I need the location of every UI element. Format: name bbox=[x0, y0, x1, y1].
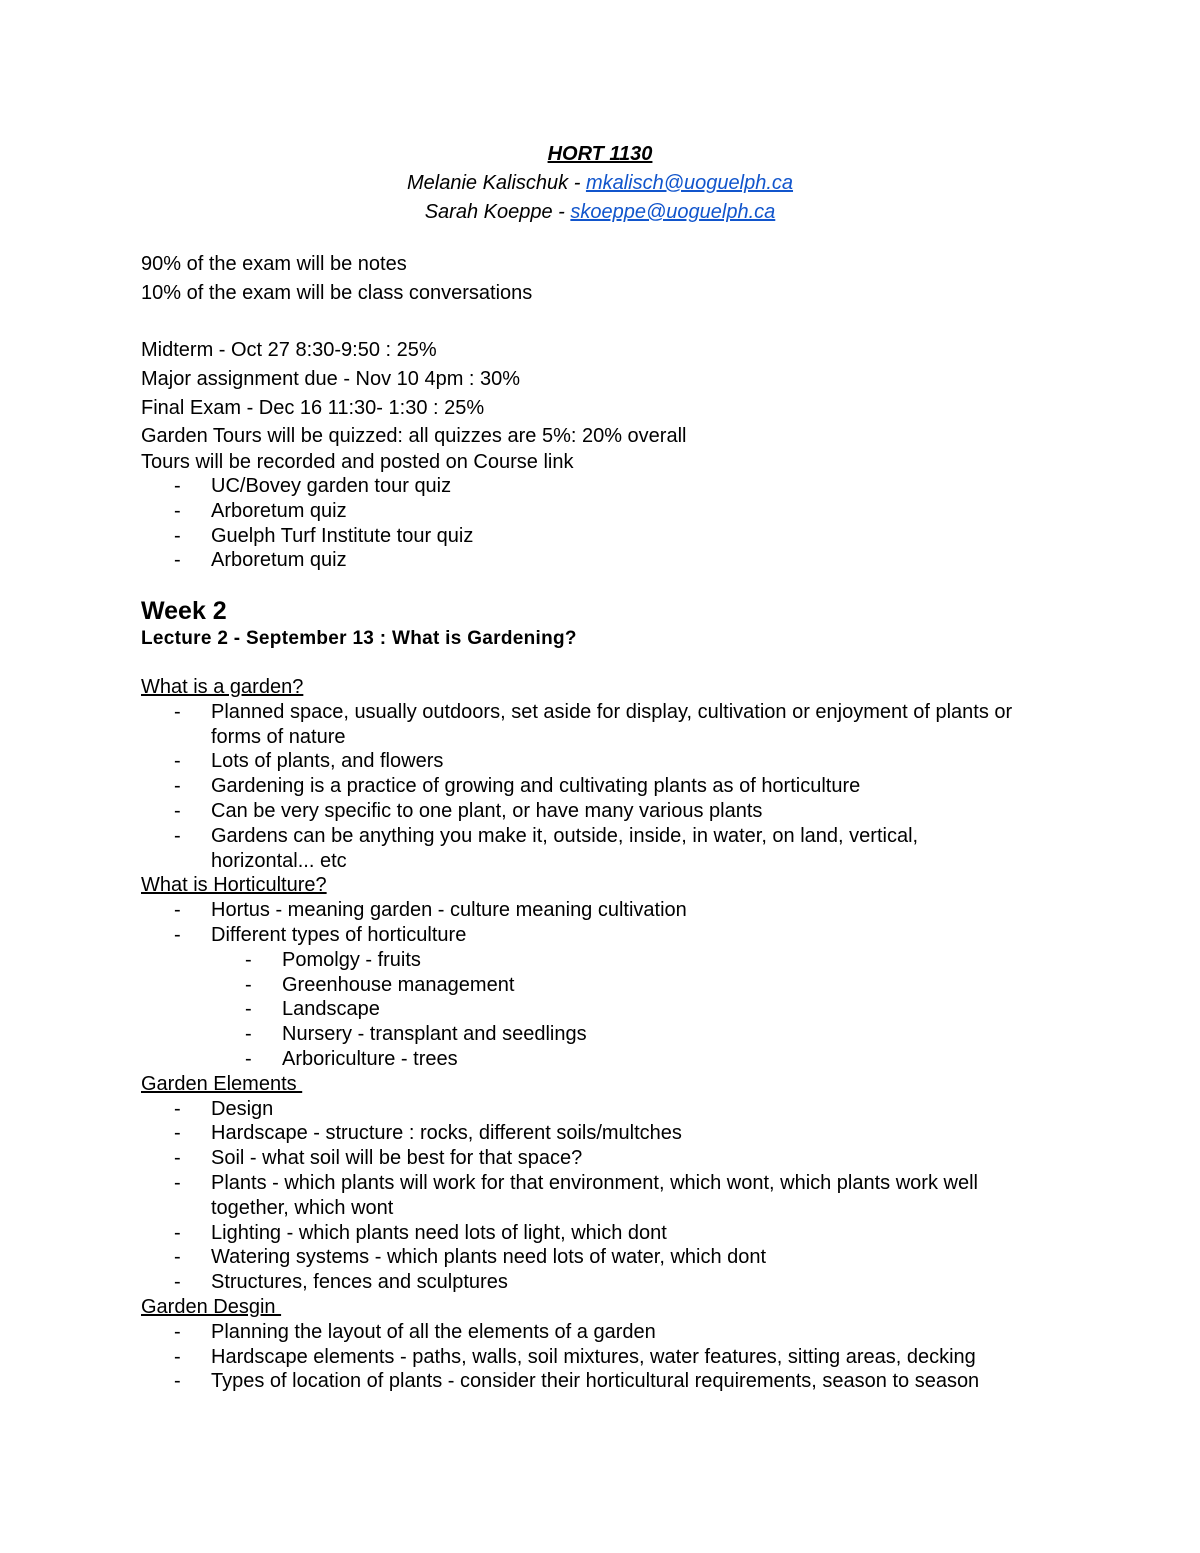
week-section bbox=[141, 596, 1061, 652]
list-item bbox=[141, 1121, 1061, 1146]
bullet-dash: - bbox=[174, 899, 181, 922]
bullet-dash: - bbox=[174, 549, 181, 572]
list-item-text: Hortus - meaning garden - culture meaning cultivation bbox=[211, 899, 687, 922]
bullet-dash: - bbox=[174, 499, 181, 522]
instructor-email-link[interactable]: skoeppe@uoguelph.ca bbox=[570, 201, 776, 223]
list-item bbox=[141, 898, 1061, 923]
schedule-item: Major assignment due - Nov 10 4pm : 30% bbox=[141, 368, 521, 390]
bullet-dash: - bbox=[245, 998, 252, 1021]
nested-list-item bbox=[141, 973, 1061, 998]
list-item bbox=[141, 923, 1061, 948]
list-item-text: Arboriculture - trees bbox=[282, 1047, 458, 1070]
list-item-text: Arboretum quiz bbox=[211, 549, 347, 572]
bullet-dash: - bbox=[174, 799, 181, 822]
list-item bbox=[141, 774, 1061, 799]
list-item-text: Lots of plants, and flowers bbox=[211, 750, 444, 773]
list-item-text: Hardscape - structure : rocks, different soils/multches bbox=[211, 1122, 682, 1145]
list-item bbox=[141, 1146, 1061, 1171]
bullet-dash: - bbox=[174, 1221, 181, 1244]
list-item-text: Soil - what soil will be best for that space? bbox=[211, 1147, 583, 1170]
list-item bbox=[141, 1097, 1061, 1122]
section-heading: What is Horticulture? bbox=[141, 874, 327, 897]
bullet-dash: - bbox=[174, 1271, 181, 1294]
list-item-text: Hardscape elements - paths, walls, soil mixtures, water features, sitting areas, decking bbox=[211, 1345, 976, 1368]
list-item-text: Types of location of plants - consider their horticultural requirements, season to season bbox=[211, 1370, 980, 1393]
bullet-dash: - bbox=[174, 775, 181, 798]
list-item bbox=[141, 474, 1061, 499]
bullet-dash: - bbox=[174, 475, 181, 497]
bullet-dash: - bbox=[245, 1047, 252, 1070]
section-heading: Garden Elements bbox=[141, 1072, 303, 1095]
bullet-dash: - bbox=[174, 1320, 181, 1343]
nested-list-item bbox=[141, 997, 1061, 1022]
list-item-text: Planned space, usually outdoors, set aside for display, cultivation or enjoyment of plants or forms of nature bbox=[211, 700, 1013, 748]
schedule-item: Garden Tours will be quizzed: all quizzes are 5%: 20% overall bbox=[141, 425, 687, 447]
list-item-text: Guelph Turf Institute tour quiz bbox=[211, 524, 474, 547]
schedule bbox=[141, 336, 1061, 573]
course-title: HORT 1130 bbox=[547, 143, 653, 165]
bullet-dash: - bbox=[174, 1097, 181, 1120]
document-header bbox=[0, 140, 1200, 227]
list-item bbox=[141, 1171, 1061, 1221]
bullet-dash: - bbox=[174, 824, 181, 847]
list-item-text: Watering systems - which plants need lots of water, which dont bbox=[211, 1246, 767, 1269]
section-heading: Garden Desgin bbox=[141, 1295, 282, 1318]
list-item bbox=[141, 524, 1061, 549]
list-item-text: Can be very specific to one plant, or have many various plants bbox=[211, 799, 763, 822]
list-item-text: Gardening is a practice of growing and cultivating plants as of horticulture bbox=[211, 775, 861, 798]
list-item-text: Different types of horticulture bbox=[211, 923, 467, 946]
bullet-dash: - bbox=[174, 1171, 181, 1194]
exam-notes bbox=[141, 250, 1061, 308]
list-item bbox=[141, 1369, 1061, 1394]
week-heading: Week 2 bbox=[141, 597, 227, 625]
bullet-dash: - bbox=[174, 1147, 181, 1170]
exam-note: 90% of the exam will be notes bbox=[141, 253, 407, 275]
list-item bbox=[141, 1345, 1061, 1370]
list-item bbox=[141, 749, 1061, 774]
list-item bbox=[141, 548, 1061, 573]
schedule-item: Midterm - Oct 27 8:30-9:50 : 25% bbox=[141, 339, 437, 361]
list-item bbox=[141, 499, 1061, 524]
notes-body bbox=[141, 675, 1061, 1394]
nested-list-item bbox=[141, 948, 1061, 973]
list-item-text: Arboretum quiz bbox=[211, 499, 347, 522]
schedule-item: Final Exam - Dec 16 11:30- 1:30 : 25% bbox=[141, 397, 485, 419]
instructor-email-link[interactable]: mkalisch@uoguelph.ca bbox=[585, 172, 794, 194]
instructor-name: Melanie Kalischuk - bbox=[406, 172, 586, 194]
section-heading: What is a garden? bbox=[141, 676, 304, 698]
list-item-text: Planning the layout of all the elements of a garden bbox=[211, 1320, 656, 1343]
lecture-heading: Lecture 2 - September 13 : What is Gardening? bbox=[141, 628, 577, 649]
bullet-dash: - bbox=[245, 948, 252, 971]
bullet-dash: - bbox=[174, 1246, 181, 1269]
instructor-line bbox=[0, 198, 1200, 227]
schedule-item: Tours will be recorded and posted on Course link bbox=[141, 451, 574, 473]
list-item-text: Pomolgy - fruits bbox=[282, 948, 421, 971]
bullet-dash: - bbox=[174, 700, 181, 723]
list-item-text: Gardens can be anything you make it, outside, inside, in water, on land, vertical, horizontal... etc bbox=[211, 824, 919, 872]
list-item-text: Plants - which plants will work for that environment, which wont, which plants work well together, which wont bbox=[211, 1171, 978, 1219]
bullet-dash: - bbox=[174, 1345, 181, 1368]
list-item-text: Structures, fences and sculptures bbox=[211, 1271, 508, 1294]
list-item bbox=[141, 1320, 1061, 1345]
list-item-text: Nursery - transplant and seedlings bbox=[282, 1023, 587, 1046]
list-item-text: Greenhouse management bbox=[282, 973, 515, 996]
list-item bbox=[141, 700, 1061, 750]
nested-list-item bbox=[141, 1022, 1061, 1047]
list-item bbox=[141, 1221, 1061, 1246]
list-item-text: Lighting - which plants need lots of light, which dont bbox=[211, 1221, 667, 1244]
list-item-text: Landscape bbox=[282, 998, 380, 1021]
bullet-dash: - bbox=[174, 524, 181, 547]
list-item bbox=[141, 799, 1061, 824]
exam-note: 10% of the exam will be class conversations bbox=[141, 282, 533, 304]
bullet-dash: - bbox=[174, 923, 181, 946]
list-item bbox=[141, 1270, 1061, 1295]
bullet-dash: - bbox=[174, 1370, 181, 1393]
bullet-dash: - bbox=[174, 750, 181, 773]
bullet-dash: - bbox=[245, 1023, 252, 1046]
list-item-text: UC/Bovey garden tour quiz bbox=[211, 475, 452, 497]
instructor-name: Sarah Koeppe - bbox=[424, 201, 571, 223]
bullet-dash: - bbox=[174, 1122, 181, 1145]
nested-list-item bbox=[141, 1047, 1061, 1072]
bullet-dash: - bbox=[245, 973, 252, 996]
list-item bbox=[141, 1245, 1061, 1270]
list-item-text: Design bbox=[211, 1097, 274, 1120]
quiz-list bbox=[141, 474, 1061, 573]
list-item bbox=[141, 824, 1061, 874]
instructor-line bbox=[0, 169, 1200, 198]
